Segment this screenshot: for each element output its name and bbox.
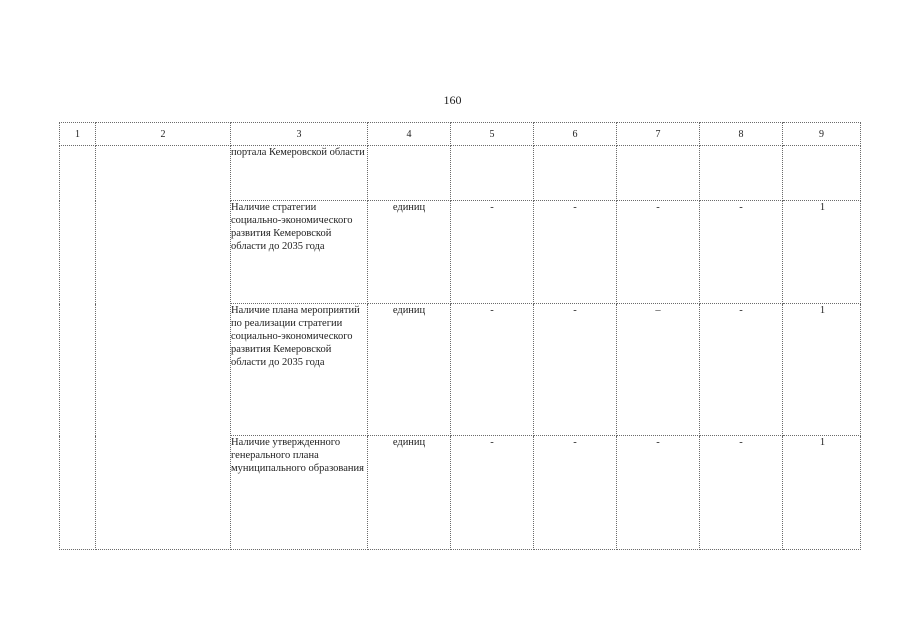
value-cell <box>451 146 534 201</box>
column-header-5: 5 <box>451 123 534 146</box>
value-cell: - <box>700 201 783 304</box>
indicator-description: Наличие плана мероприятий по реализации стратегии социально-экономического развития Кемеровской области до 2035 года <box>231 304 368 436</box>
column-header-8: 8 <box>700 123 783 146</box>
unit-cell: единиц <box>368 201 451 304</box>
value-cell <box>534 146 617 201</box>
page-number: 160 <box>443 93 462 107</box>
column-1-cell <box>60 146 96 550</box>
value-cell: - <box>451 201 534 304</box>
value-cell: 1 <box>783 436 861 550</box>
column-header-4: 4 <box>368 123 451 146</box>
unit-cell: единиц <box>368 436 451 550</box>
data-table <box>59 122 861 550</box>
value-cell: - <box>617 436 700 550</box>
value-cell: - <box>700 436 783 550</box>
table-row <box>60 146 861 201</box>
column-header-3: 3 <box>231 123 368 146</box>
unit-cell: единиц <box>368 304 451 436</box>
value-cell: – <box>617 304 700 436</box>
value-cell <box>617 146 700 201</box>
column-header-9: 9 <box>783 123 861 146</box>
column-header-1: 1 <box>60 123 96 146</box>
value-cell: 1 <box>783 201 861 304</box>
value-cell: - <box>451 436 534 550</box>
column-header-7: 7 <box>617 123 700 146</box>
value-cell: - <box>617 201 700 304</box>
column-header-6: 6 <box>534 123 617 146</box>
value-cell: - <box>534 201 617 304</box>
unit-cell <box>368 146 451 201</box>
column-header-2: 2 <box>96 123 231 146</box>
table-header-row <box>60 123 861 146</box>
value-cell <box>700 146 783 201</box>
indicator-description: Наличие утвержденного генерального плана муниципального образования <box>231 436 368 550</box>
value-cell <box>783 146 861 201</box>
value-cell: - <box>534 436 617 550</box>
value-cell: - <box>534 304 617 436</box>
value-cell: - <box>451 304 534 436</box>
value-cell: 1 <box>783 304 861 436</box>
value-cell: - <box>700 304 783 436</box>
column-2-cell <box>96 146 231 550</box>
indicator-description: портала Кемеровской области <box>231 146 368 201</box>
indicator-description: Наличие стратегии социально-экономического развития Кемеровской области до 2035 года <box>231 201 368 304</box>
